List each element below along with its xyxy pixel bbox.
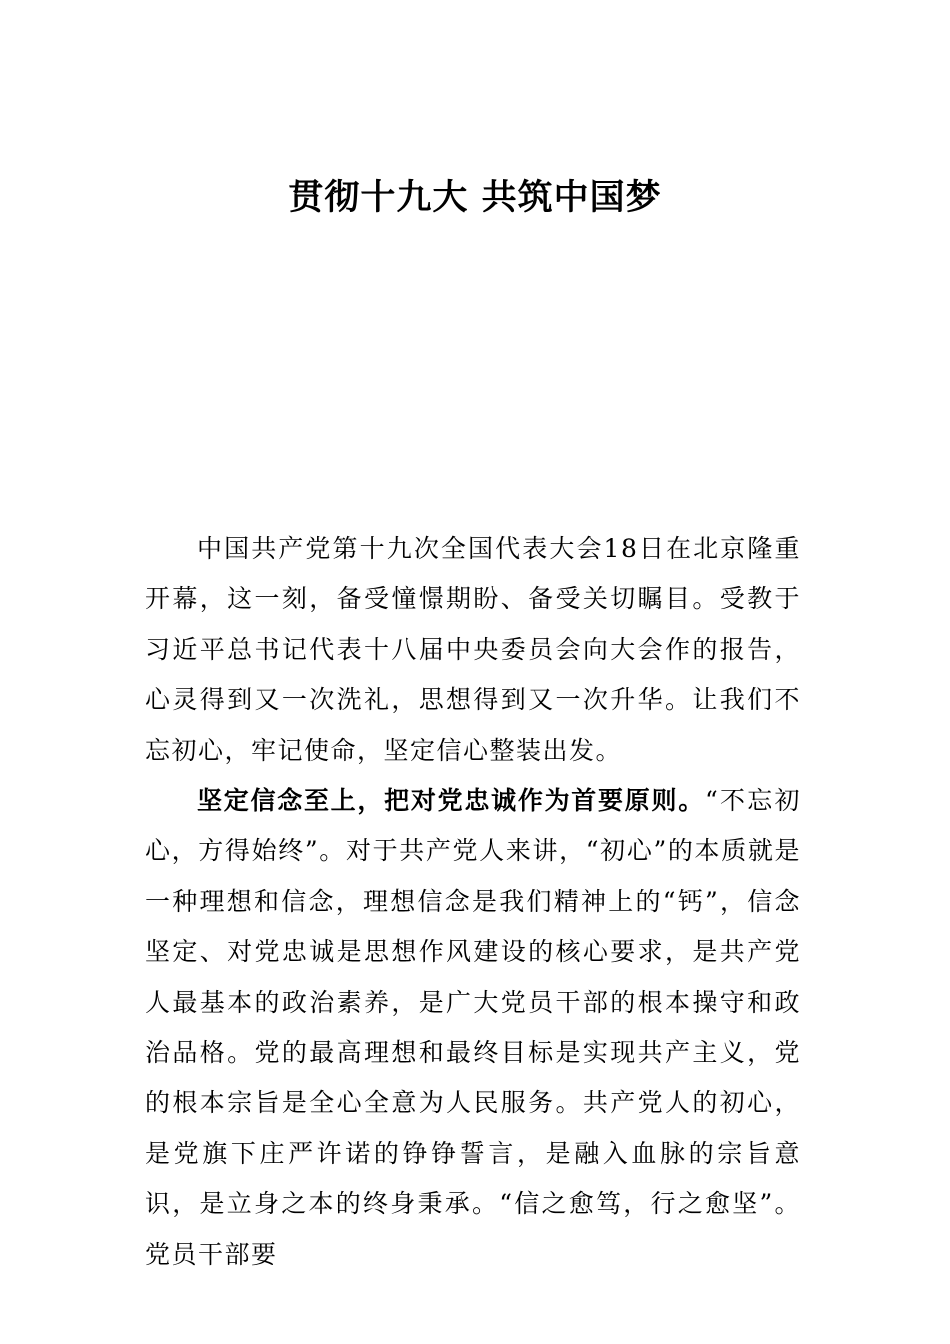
paragraph-lead-heading: 坚定信念至上，把对党忠诚作为首要原则。: [197, 786, 705, 816]
document-title: 贯彻十九大 共筑中国梦: [288, 177, 662, 218]
paragraph-faith-text: “不忘初心，方得始终”。对于共产党人来讲，“初心”的本质就是一种理想和信念，理想信念是我们精神上的“钙”，信念坚定、对党忠诚是思想作风建设的核心要求，是共产党人最基本的政治素养，是广大党员干部的根本操守和政治品格。党的最高理想和最终目标是实现共产主义，党的根本宗旨是全心全意为人民服务。共产党人的初心，是党旗下庄严许诺的铮铮誓言，是融入血脉的宗旨意识，是立身之本的终身秉承。“信之愈笃，行之愈坚”。党员干部要: [145, 786, 801, 1269]
paragraph-faith: [145, 776, 801, 1280]
paragraph-intro: 中国共产党第十九次全国代表大会18日在北京隆重开幕，这一刻，备受憧憬期盼、备受关切瞩目。受教于习近平总书记代表十八届中央委员会向大会作的报告，心灵得到又一次洗礼，思想得到又一次升华。让我们不忘初心，牢记使命，坚定信心整装出发。: [145, 534, 801, 765]
document-body: [145, 524, 801, 1280]
